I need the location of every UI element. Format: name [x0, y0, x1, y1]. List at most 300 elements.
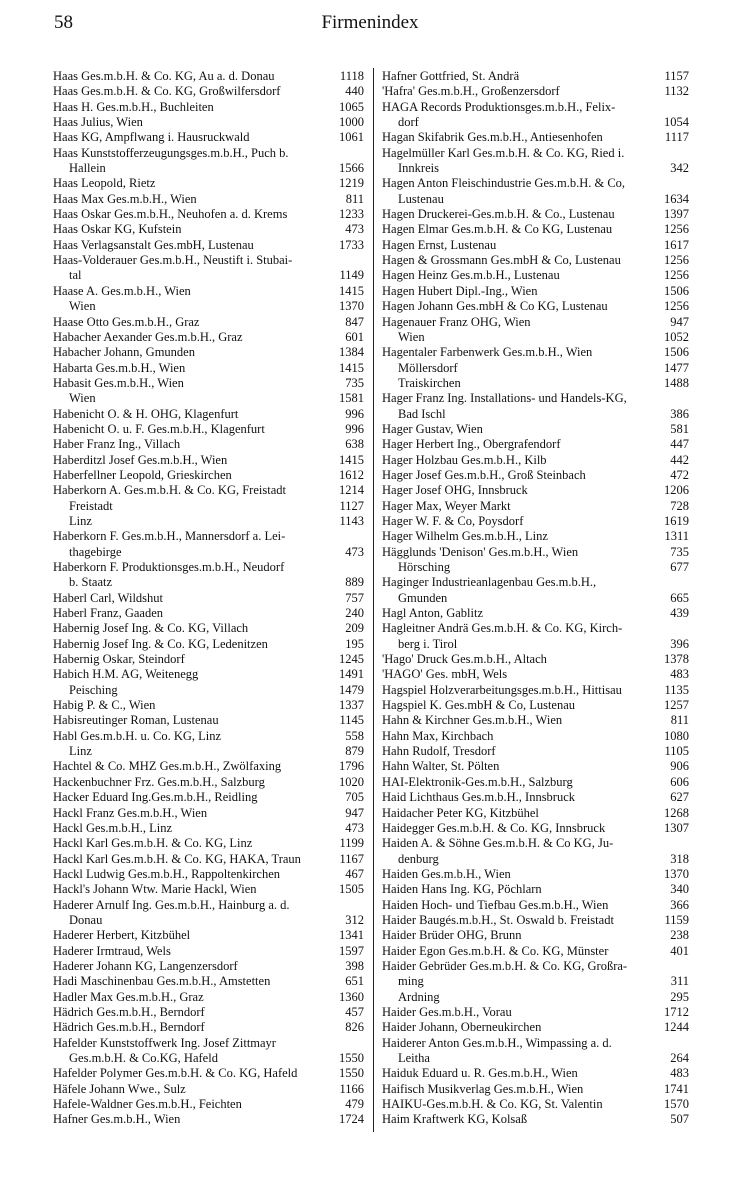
entry-page-number: 665: [670, 590, 689, 605]
entry-page-number: 340: [670, 882, 689, 897]
index-entry: [382, 345, 689, 360]
entry-company-name: berg i. Tirol: [398, 636, 458, 651]
entry-company-name: Haberl Franz, Gaaden: [53, 606, 164, 621]
entry-page-number: 947: [345, 805, 364, 820]
entry-page-number: 1256: [664, 299, 689, 314]
index-entry: [53, 867, 364, 882]
entry-page-number: 826: [345, 1020, 364, 1035]
entry-page-number: 1132: [664, 84, 689, 99]
entry-company-name: 'Hafra' Ges.m.b.H., Großenzersdorf: [382, 84, 560, 99]
entry-company-name: Hörsching: [398, 560, 451, 574]
index-entry: [382, 1082, 689, 1097]
entry-company-name: Hackl Ges.m.b.H., Linz: [53, 820, 173, 835]
index-entry: [53, 514, 364, 529]
index-entry: [53, 959, 364, 974]
entry-page-number: 473: [345, 544, 364, 559]
entry-page-number: 558: [345, 728, 364, 743]
index-entry: [382, 84, 689, 99]
entry-page-number: 1307: [664, 820, 689, 835]
entry-page-number: 1570: [664, 1097, 689, 1112]
index-entry: [382, 1097, 689, 1112]
entry-page-number: 467: [345, 866, 364, 881]
entry-company-name: Haas Oskar KG, Kufstein: [53, 222, 182, 237]
index-entry: [382, 330, 689, 345]
entry-page-number: 1233: [339, 207, 364, 222]
index-entry: [53, 928, 364, 943]
entry-company-name: Haiden Hans Ing. KG, Pöchlarn: [382, 882, 542, 897]
entry-company-name: Habarta Ges.m.b.H., Wien: [53, 360, 186, 375]
index-entry: [53, 667, 364, 682]
entry-company-name: Haas Max Ges.m.b.H., Wien: [53, 191, 197, 206]
entry-company-name: b. Staatz: [69, 575, 113, 590]
index-entry: [382, 591, 689, 606]
entry-company-name: Hallein: [69, 161, 106, 176]
entry-page-number: 1127: [339, 498, 364, 513]
index-entry: [53, 637, 364, 652]
entry-company-name: Hacker Eduard Ing.Ges.m.b.H., Reidling: [53, 790, 258, 805]
index-entry: [382, 268, 689, 283]
index-entry: [53, 69, 364, 84]
entry-page-number: 1020: [339, 774, 364, 789]
entry-page-number: 1000: [339, 115, 364, 130]
index-entry: [53, 361, 364, 376]
entry-company-name: Haberditzl Josef Ges.m.b.H., Wien: [53, 452, 228, 467]
entry-company-name: Hagen Anton Fleischindustrie Ges.m.b.H. & Co,: [382, 176, 626, 191]
entry-page-number: 757: [345, 590, 364, 605]
index-entry: [382, 744, 689, 759]
entry-page-number: 1311: [664, 529, 689, 544]
entry-page-number: 1149: [339, 268, 364, 283]
index-entry: [53, 990, 364, 1005]
entry-company-name: Haider Johann, Oberneukirchen: [382, 1020, 542, 1035]
index-entry: [53, 437, 364, 452]
index-entry: [53, 253, 364, 268]
entry-page-number: 811: [670, 713, 689, 728]
index-entry: [382, 974, 689, 989]
entry-page-number: 311: [670, 974, 689, 989]
entry-company-name: Hagan Skifabrik Ges.m.b.H., Antiesenhofen: [382, 130, 603, 145]
entry-page-number: 483: [670, 667, 689, 682]
index-entry: [382, 790, 689, 805]
entry-page-number: 1397: [664, 207, 689, 222]
left-column: [53, 69, 364, 1128]
entry-page-number: 1724: [339, 1112, 364, 1127]
entry-page-number: 1370: [339, 299, 364, 314]
entry-page-number: 1415: [339, 452, 364, 467]
entry-company-name: Habl Ges.m.b.H. u. Co. KG, Linz: [53, 728, 222, 743]
index-entry: [382, 729, 689, 744]
entry-company-name: Hädrich Ges.m.b.H., Berndorf: [53, 1020, 205, 1035]
index-entry: [382, 69, 689, 84]
index-entry: [382, 115, 689, 130]
entry-page-number: 1337: [339, 698, 364, 713]
entry-page-number: 1477: [664, 360, 689, 375]
entry-company-name: Haider Gebrüder Ges.m.b.H. & Co. KG, Großra-: [382, 958, 628, 973]
entry-page-number: 735: [345, 375, 364, 390]
index-entry: [53, 836, 364, 851]
index-entry: [382, 529, 689, 544]
entry-page-number: 396: [670, 636, 689, 651]
index-entry: [382, 176, 689, 191]
index-entry: [382, 253, 689, 268]
index-entry: [53, 330, 364, 345]
entry-company-name: Hager W. F. & Co, Poysdorf: [382, 513, 524, 528]
index-entry: [382, 514, 689, 529]
index-entry: [53, 1112, 364, 1127]
entry-page-number: 1566: [339, 161, 364, 176]
index-entry: [53, 575, 364, 590]
entry-company-name: Donau: [69, 912, 103, 927]
entry-company-name: Hahn Rudolf, Tresdorf: [382, 744, 496, 759]
index-entry: [382, 161, 689, 176]
index-entry: [382, 499, 689, 514]
entry-company-name: Haidegger Ges.m.b.H. & Co. KG, Innsbruck: [382, 820, 606, 835]
entry-company-name: Haider Ges.m.b.H., Vorau: [382, 1004, 512, 1019]
entry-company-name: Innkreis: [398, 161, 439, 176]
entry-company-name: Haberkorn A. Ges.m.b.H. & Co. KG, Freistadt: [53, 483, 286, 498]
entry-company-name: Haase A. Ges.m.b.H., Wien: [53, 283, 191, 298]
index-entry: [382, 621, 689, 636]
entry-page-number: 195: [345, 636, 364, 651]
entry-company-name: Haberkorn F. Produktionsges.m.b.H., Neudorf: [53, 560, 285, 574]
entry-company-name: Hagen Johann Ges.mbH & Co KG, Lustenau: [382, 299, 608, 314]
index-entry: [382, 222, 689, 237]
entry-company-name: HAI-Elektronik-Ges.m.b.H., Salzburg: [382, 774, 573, 789]
entry-company-name: Hackl Karl Ges.m.b.H. & Co. KG, HAKA, Traun: [53, 851, 301, 866]
index-entry: [382, 284, 689, 299]
entry-page-number: 1245: [339, 652, 364, 667]
entry-page-number: 1634: [664, 191, 689, 206]
index-entry: [53, 683, 364, 698]
entry-company-name: Haiderer Anton Ges.m.b.H., Wimpassing a. d.: [382, 1035, 612, 1050]
index-entry: [382, 100, 689, 115]
entry-company-name: Haas KG, Ampflwang i. Hausruckwald: [53, 130, 250, 145]
index-entry: [382, 130, 689, 145]
entry-page-number: 1341: [339, 928, 364, 943]
index-entry: [53, 1097, 364, 1112]
entry-company-name: Haiden A. & Söhne Ges.m.b.H. & Co KG, Ju-: [382, 836, 614, 851]
index-entry: [382, 238, 689, 253]
entry-company-name: Hafner Ges.m.b.H., Wien: [53, 1112, 181, 1127]
entry-company-name: Hahn Max, Kirchbach: [382, 728, 494, 743]
index-entry: [382, 959, 689, 974]
column-divider: [373, 68, 374, 1132]
right-column: [382, 69, 689, 1128]
index-entry: [53, 376, 364, 391]
entry-page-number: 1384: [339, 345, 364, 360]
index-entry: [53, 315, 364, 330]
entry-page-number: 705: [345, 790, 364, 805]
index-entry: [53, 606, 364, 621]
index-entry: [382, 207, 689, 222]
entry-page-number: 1597: [339, 943, 364, 958]
index-entry: [53, 391, 364, 406]
entry-company-name: Haas Julius, Wien: [53, 115, 143, 130]
entry-company-name: Haiden Hoch- und Tiefbau Ges.m.b.H., Wien: [382, 897, 609, 912]
index-entry: [53, 898, 364, 913]
index-entry: [53, 1036, 364, 1051]
entry-page-number: 1206: [664, 483, 689, 498]
entry-page-number: 483: [670, 1066, 689, 1081]
entry-page-number: 906: [670, 759, 689, 774]
entry-page-number: 1219: [339, 176, 364, 191]
entry-company-name: Hagspiel K. Ges.mbH & Co, Lustenau: [382, 698, 576, 713]
entry-page-number: 1415: [339, 360, 364, 375]
entry-company-name: Wien: [398, 329, 425, 344]
entry-page-number: 879: [345, 744, 364, 759]
entry-company-name: Haiden Ges.m.b.H., Wien: [382, 866, 511, 881]
entry-page-number: 1061: [339, 130, 364, 145]
entry-company-name: Hackl Ludwig Ges.m.b.H., Rappoltenkirchen: [53, 866, 281, 881]
index-entry: [53, 483, 364, 498]
index-entry: [382, 713, 689, 728]
index-entry: [382, 683, 689, 698]
index-entry: [53, 146, 364, 161]
entry-company-name: tal: [69, 268, 82, 283]
entry-page-number: 677: [670, 560, 689, 574]
entry-page-number: 1378: [664, 652, 689, 667]
entry-company-name: Hafele-Waldner Ges.m.b.H., Feichten: [53, 1097, 242, 1112]
entry-company-name: Hager Herbert Ing., Obergrafendorf: [382, 437, 561, 452]
entry-page-number: 1166: [339, 1081, 364, 1096]
entry-company-name: Haas Leopold, Rietz: [53, 176, 156, 191]
entry-company-name: Hackenbuchner Frz. Ges.m.b.H., Salzburg: [53, 774, 265, 789]
entry-page-number: 1118: [339, 69, 364, 83]
entry-company-name: thagebirge: [69, 544, 122, 559]
entry-page-number: 1105: [664, 744, 689, 759]
entry-page-number: 1135: [664, 682, 689, 697]
index-entry: [53, 1005, 364, 1020]
index-entry: [53, 192, 364, 207]
entry-page-number: 581: [670, 421, 689, 436]
index-entry: [53, 759, 364, 774]
index-entry: [382, 468, 689, 483]
entry-company-name: Haas Verlagsanstalt Ges.mbH, Lustenau: [53, 237, 254, 252]
entry-page-number: 728: [670, 498, 689, 513]
entry-company-name: Habernig Oskar, Steindorf: [53, 652, 185, 667]
index-entry: [53, 453, 364, 468]
index-entry: [382, 407, 689, 422]
entry-page-number: 1080: [664, 728, 689, 743]
entry-company-name: Hager Josef Ges.m.b.H., Groß Steinbach: [382, 467, 586, 482]
entry-company-name: Hafelder Polymer Ges.m.b.H. & Co. KG, Hafeld: [53, 1066, 298, 1081]
index-entry: [53, 652, 364, 667]
index-entry: [53, 100, 364, 115]
entry-page-number: 318: [670, 851, 689, 866]
entry-company-name: Hagen Elmar Ges.m.b.H. & Co KG, Lustenau: [382, 222, 613, 237]
index-entry: [382, 852, 689, 867]
entry-page-number: 1370: [664, 866, 689, 881]
entry-page-number: 1167: [339, 851, 364, 866]
entry-company-name: Hagen Druckerei-Ges.m.b.H. & Co., Lustenau: [382, 207, 615, 222]
index-entry: [53, 284, 364, 299]
index-entry: [382, 1112, 689, 1127]
entry-company-name: HAGA Records Produktionsges.m.b.H., Felix-: [382, 99, 616, 114]
entry-page-number: 312: [345, 912, 364, 927]
entry-page-number: 889: [345, 575, 364, 590]
entry-page-number: 735: [670, 544, 689, 559]
entry-page-number: 1360: [339, 989, 364, 1004]
index-entry: [53, 422, 364, 437]
entry-page-number: 1617: [664, 237, 689, 252]
entry-company-name: Haider Egon Ges.m.b.H. & Co. KG, Münster: [382, 943, 609, 958]
entry-page-number: 1712: [664, 1004, 689, 1019]
entry-company-name: Haas H. Ges.m.b.H., Buchleiten: [53, 99, 214, 114]
index-entry: [53, 775, 364, 790]
entry-company-name: Hagenauer Franz OHG, Wien: [382, 314, 531, 329]
index-entry: [382, 1020, 689, 1035]
entry-page-number: 1796: [339, 759, 364, 774]
index-entry: [382, 192, 689, 207]
entry-company-name: Linz: [69, 744, 92, 759]
entry-company-name: HAIKU-Ges.m.b.H. & Co. KG, St. Valentin: [382, 1097, 603, 1112]
entry-page-number: 638: [345, 437, 364, 452]
entry-company-name: Habenicht O. & H. OHG, Klagenfurt: [53, 406, 239, 421]
entry-page-number: 1143: [339, 513, 364, 528]
entry-company-name: Habig P. & C., Wien: [53, 698, 156, 713]
entry-company-name: Habacher Aexander Ges.m.b.H., Graz: [53, 329, 243, 344]
page-title: Firmenindex: [321, 12, 419, 33]
entry-page-number: 366: [670, 897, 689, 912]
index-entry: [382, 545, 689, 560]
entry-page-number: 1581: [339, 391, 364, 406]
entry-page-number: 479: [345, 1097, 364, 1112]
index-entry: [382, 698, 689, 713]
entry-company-name: Lustenau: [398, 191, 444, 206]
entry-company-name: Hackl Karl Ges.m.b.H. & Co. KG, Linz: [53, 836, 253, 851]
entry-company-name: Habich H.M. AG, Weitenegg: [53, 667, 199, 682]
entry-company-name: Haberkorn F. Ges.m.b.H., Mannersdorf a. Lei-: [53, 529, 286, 544]
index-entry: [382, 652, 689, 667]
entry-company-name: Wien: [69, 391, 96, 406]
index-entry: [53, 1051, 364, 1066]
entry-page-number: 947: [670, 314, 689, 329]
entry-company-name: Habasit Ges.m.b.H., Wien: [53, 375, 184, 390]
entry-page-number: 1145: [339, 713, 364, 728]
index-entry: [53, 1020, 364, 1035]
index-entry: [382, 422, 689, 437]
entry-company-name: Wien: [69, 299, 96, 314]
index-entry: [382, 1005, 689, 1020]
index-entry: [382, 882, 689, 897]
entry-company-name: Hafner Gottfried, St. Andrä: [382, 69, 520, 83]
index-entry: [53, 84, 364, 99]
index-entry: [53, 222, 364, 237]
index-entry: [382, 146, 689, 161]
entry-page-number: 442: [670, 452, 689, 467]
entry-page-number: 1268: [664, 805, 689, 820]
index-entry: [53, 713, 364, 728]
entry-company-name: Hadler Max Ges.m.b.H., Graz: [53, 989, 204, 1004]
entry-page-number: 1415: [339, 283, 364, 298]
entry-page-number: 440: [345, 84, 364, 99]
entry-page-number: 209: [345, 621, 364, 636]
entry-page-number: 627: [670, 790, 689, 805]
entry-company-name: Hachtel & Co. MHZ Ges.m.b.H., Zwölfaxing: [53, 759, 282, 774]
entry-company-name: Haas-Volderauer Ges.m.b.H., Neustift i. Stubai-: [53, 253, 293, 268]
index-entry: [382, 606, 689, 621]
index-entry: [53, 591, 364, 606]
index-entry: [53, 299, 364, 314]
index-entry: [382, 575, 689, 590]
index-entry: [53, 729, 364, 744]
index-entry: [53, 529, 364, 544]
entry-page-number: 401: [670, 943, 689, 958]
entry-company-name: Hackl's Johann Wtw. Marie Hackl, Wien: [53, 882, 257, 897]
entry-company-name: Habenicht O. u. F. Ges.m.b.H., Klagenfurt: [53, 421, 265, 436]
entry-company-name: Ardning: [398, 989, 440, 1004]
entry-company-name: Haderer Arnulf Ing. Ges.m.b.H., Hainburg a. d.: [53, 897, 290, 912]
entry-page-number: 996: [345, 421, 364, 436]
entry-page-number: 1159: [664, 912, 689, 927]
entry-page-number: 472: [670, 467, 689, 482]
entry-page-number: 447: [670, 437, 689, 452]
entry-page-number: 386: [670, 406, 689, 421]
entry-company-name: Linz: [69, 513, 92, 528]
entry-page-number: 342: [670, 161, 689, 176]
index-entry: [382, 775, 689, 790]
entry-company-name: Hagen Heinz Ges.m.b.H., Lustenau: [382, 268, 560, 283]
entry-page-number: 847: [345, 314, 364, 329]
entry-company-name: Haifisch Musikverlag Ges.m.b.H., Wien: [382, 1081, 584, 1096]
entry-company-name: Haginger Industrieanlagenbau Ges.m.b.H.,: [382, 575, 597, 590]
entry-page-number: 1550: [339, 1051, 364, 1065]
entry-page-number: 473: [345, 222, 364, 237]
index-entry: [53, 974, 364, 989]
entry-page-number: 1612: [339, 467, 364, 482]
entry-company-name: Hager Max, Weyer Markt: [382, 498, 511, 513]
index-entry: [53, 560, 364, 575]
entry-page-number: 1052: [664, 329, 689, 344]
index-entry: [53, 407, 364, 422]
entry-page-number: 1505: [339, 882, 364, 897]
page-number: 58: [54, 12, 73, 33]
entry-page-number: 1117: [664, 130, 689, 145]
entry-page-number: 1550: [339, 1066, 364, 1081]
entry-page-number: 1244: [664, 1020, 689, 1035]
index-entry: [53, 1066, 364, 1081]
entry-page-number: 1506: [664, 345, 689, 360]
index-entry: [53, 468, 364, 483]
entry-page-number: 238: [670, 928, 689, 943]
entry-company-name: Leitha: [398, 1051, 430, 1065]
entry-company-name: Hagen & Grossmann Ges.mbH & Co, Lustenau: [382, 253, 621, 268]
entry-page-number: 473: [345, 820, 364, 835]
entry-company-name: Hagspiel Holzverarbeitungsges.m.b.H., Hittisau: [382, 682, 622, 697]
index-entry: [382, 836, 689, 851]
entry-page-number: 811: [345, 191, 364, 206]
entry-page-number: 240: [345, 606, 364, 621]
entry-company-name: Haiduk Eduard u. R. Ges.m.b.H., Wien: [382, 1066, 578, 1081]
entry-company-name: Haider Brüder OHG, Brunn: [382, 928, 522, 943]
entry-page-number: 1488: [664, 375, 689, 390]
index-entry: [382, 437, 689, 452]
index-entry: [382, 483, 689, 498]
index-entry: [382, 913, 689, 928]
page-header: [0, 12, 740, 40]
entry-page-number: 1257: [664, 698, 689, 713]
index-entry: [53, 821, 364, 836]
entry-company-name: Haim Kraftwerk KG, Kolsaß: [382, 1112, 528, 1127]
entry-page-number: 1054: [664, 115, 689, 130]
entry-company-name: Hahn Walter, St. Pölten: [382, 759, 500, 774]
entry-company-name: Möllersdorf: [398, 360, 458, 375]
entry-company-name: Haderer Herbert, Kitzbühel: [53, 928, 191, 943]
index-entry: [53, 115, 364, 130]
index-entry: [382, 898, 689, 913]
entry-company-name: Ges.m.b.H. & Co.KG, Hafeld: [69, 1051, 218, 1065]
index-entry: [382, 821, 689, 836]
